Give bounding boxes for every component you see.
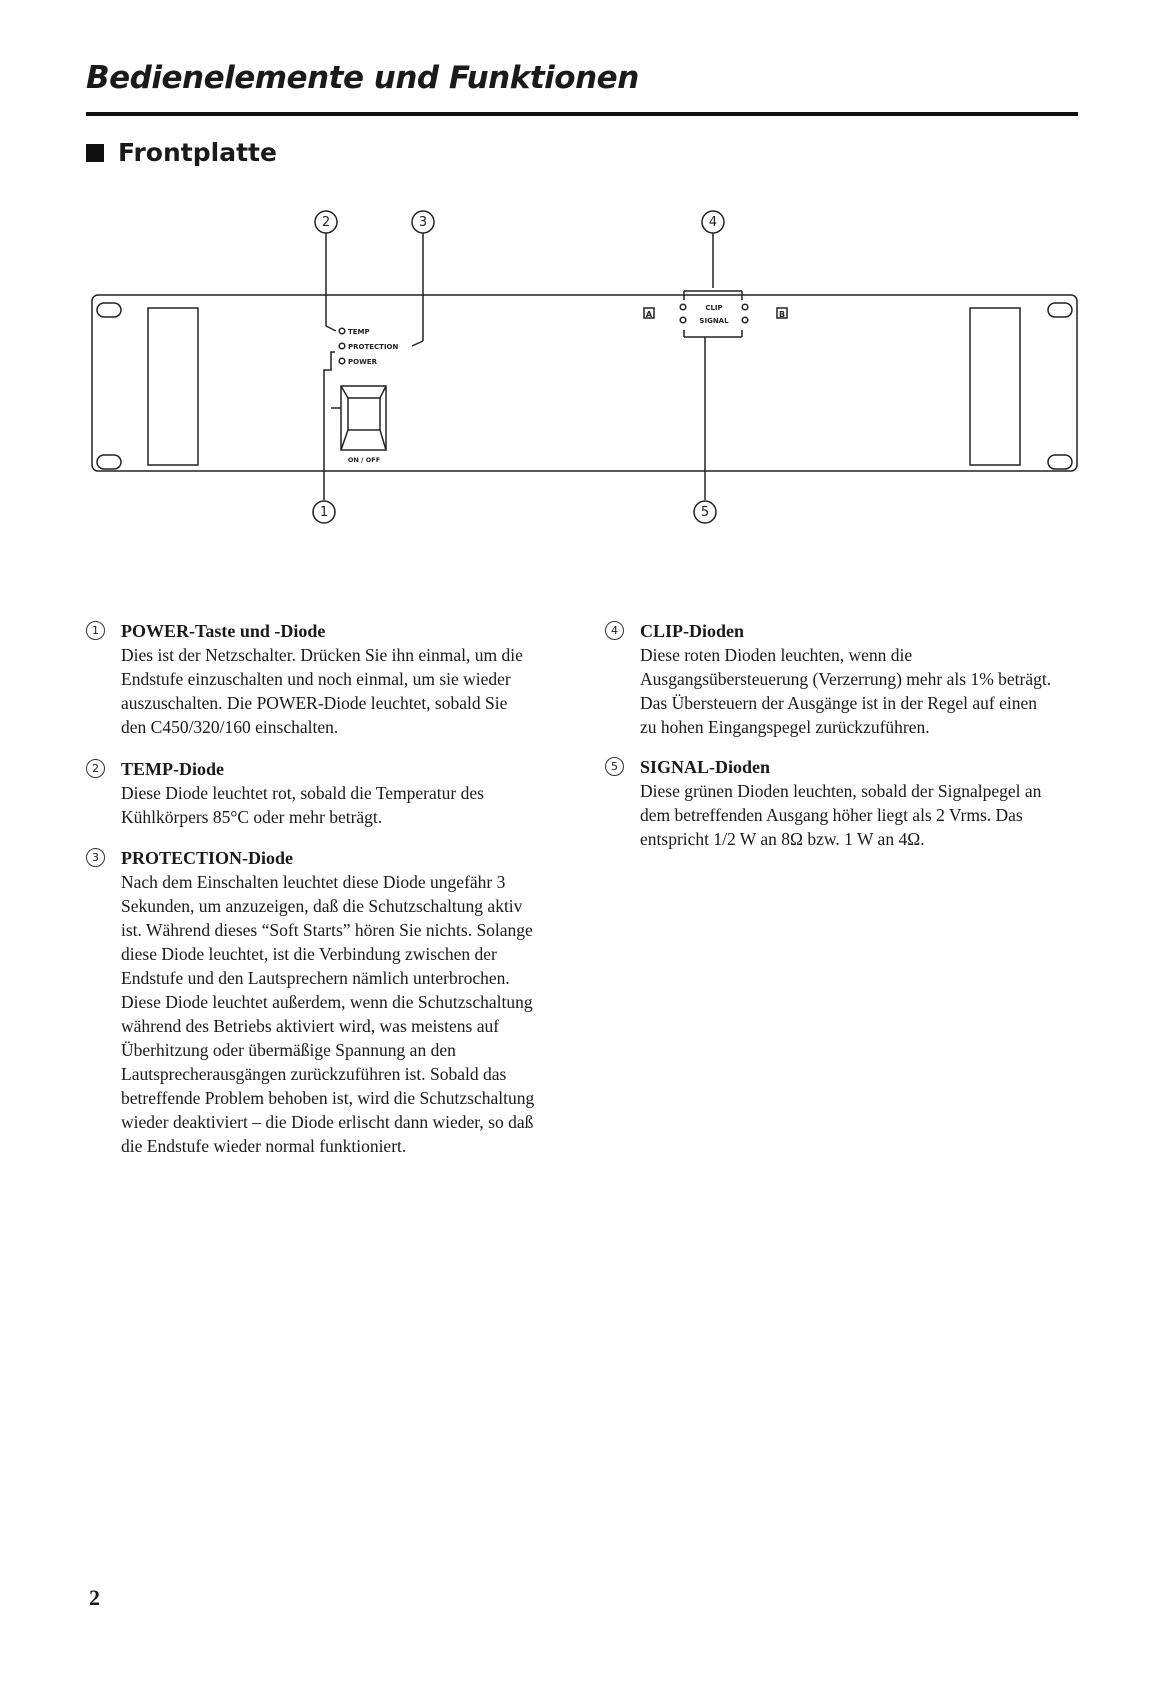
- item-body: Diese Diode leuchtet rot, sobald die Temperatur des Kühlkörpers 85°C oder mehr beträgt.: [121, 783, 484, 827]
- rack-hole-icon: [97, 455, 121, 469]
- panel-outline: [92, 295, 1077, 471]
- led-temp-label: TEMP: [348, 328, 370, 336]
- title-rule: [86, 112, 1078, 116]
- section-heading: [86, 138, 277, 167]
- item-heading: CLIP-Dioden: [640, 621, 745, 641]
- switch-label: ON / OFF: [347, 456, 381, 464]
- front-panel-diagram: [0, 200, 1169, 570]
- item-body: Nach dem Einschalten leuchtet diese Diode ungefähr 3 Sekunden, um anzuzeigen, daß die Schutzschaltung aktiv ist. Während dieses “Soft Starts” hören Sie nichts. Solange diese Diode leuchtet, ist die Verbindung zwischen der Endstufe und den Lautsprechern nämlich unterbrochen. Diese Diode leuchtet außerdem, wenn die Schutzschaltung während des Betriebs aktiviert wird, was meistens auf Überhitzung oder übermäßige Spannung an den Lautsprecherausgängen zurückzuführen ist. Sobald das betreffende Problem behoben ist, wird die Schutzschaltung wieder deaktiviert – die Diode erlischt dann wieder, so daß die Endstufe wieder normal funktioniert.: [121, 872, 535, 1156]
- item-number-badge: 3: [86, 848, 105, 867]
- item-heading: POWER-Taste und -Diode: [121, 621, 326, 641]
- item-body: Diese grünen Dioden leuchten, sobald der Signalpegel an dem betreffenden Ausgang höher liegt als 2 Vrms. Das entspricht 1/2 W an 8Ω bzw. 1 W an 4Ω.: [640, 781, 1042, 849]
- left-handle: [148, 308, 198, 465]
- rack-hole-icon: [97, 303, 121, 317]
- item-heading: PROTECTION-Diode: [121, 848, 294, 868]
- callout-3-label: 3: [418, 215, 428, 230]
- right-handle: [970, 308, 1020, 465]
- item-heading: SIGNAL-Dioden: [640, 757, 771, 777]
- callout-2-label: 2: [321, 215, 331, 230]
- item-power: [86, 619, 536, 739]
- item-body: Diese roten Dioden leuchten, wenn die Ausgangsübersteuerung (Verzerrung) mehr als 1% beträgt. Das Übersteuern der Ausgänge ist in der Regel auf einen zu hohen Eingangspegel zurückzuführen.: [640, 645, 1052, 737]
- callout-1-label: 1: [319, 505, 329, 520]
- callout-5-label: 5: [700, 505, 710, 520]
- square-bullet-icon: [86, 144, 104, 162]
- page-number: 2: [89, 1585, 100, 1610]
- led-protection-label: PROTECTION: [348, 343, 399, 351]
- channel-a-label: A: [645, 310, 653, 319]
- item-number-badge: 5: [605, 757, 624, 776]
- page-title: Bedienelemente und Funktionen: [86, 60, 639, 96]
- callout-4-label: 4: [708, 215, 718, 230]
- section-title: Frontplatte: [118, 138, 277, 167]
- item-temp: [86, 757, 536, 829]
- led-clip-label: CLIP: [705, 304, 723, 312]
- item-number-badge: 1: [86, 621, 105, 640]
- item-number-badge: 4: [605, 621, 624, 640]
- rack-hole-icon: [1048, 303, 1072, 317]
- item-body: Dies ist der Netzschalter. Drücken Sie ihn einmal, um die Endstufe einzuschalten und noch einmal, um sie wieder auszuschalten. Die POWER-Diode leuchtet, sobald Sie den C450/320/160 einschalten.: [121, 645, 523, 737]
- led-power-label: POWER: [348, 358, 377, 366]
- rack-hole-icon: [1048, 455, 1072, 469]
- item-clip: [605, 619, 1055, 739]
- item-number-badge: 2: [86, 759, 105, 778]
- item-signal: [605, 755, 1055, 851]
- item-protection: [86, 846, 536, 1158]
- item-heading: TEMP-Diode: [121, 759, 224, 779]
- led-signal-label: SIGNAL: [699, 317, 729, 325]
- channel-b-label: B: [778, 310, 786, 319]
